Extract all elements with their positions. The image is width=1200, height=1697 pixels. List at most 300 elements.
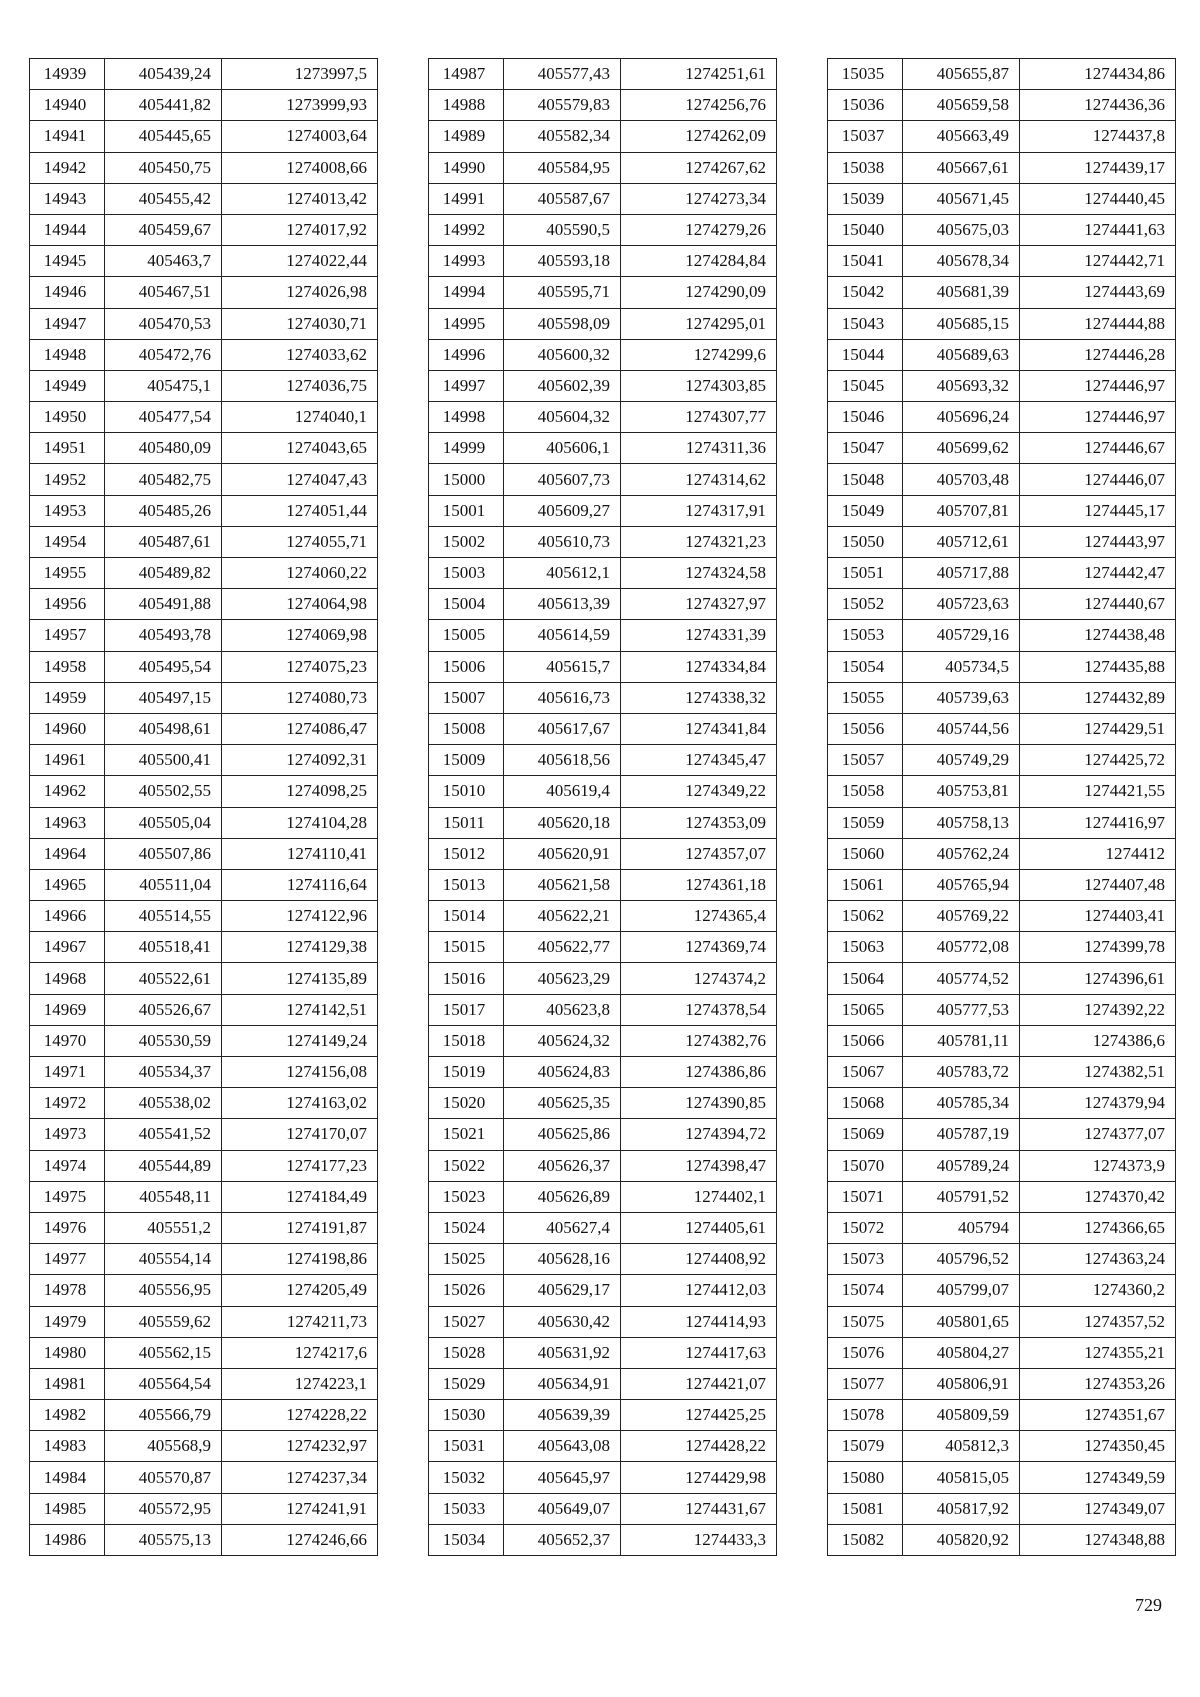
point-id-cell: 15063 (828, 932, 903, 963)
x-coordinate-cell: 405577,43 (504, 59, 621, 90)
x-coordinate-cell: 405645,97 (504, 1462, 621, 1493)
point-id-cell: 15046 (828, 402, 903, 433)
y-coordinate-cell: 1274223,1 (222, 1368, 378, 1399)
point-id-cell: 15077 (828, 1368, 903, 1399)
point-id-cell: 15079 (828, 1431, 903, 1462)
y-coordinate-cell: 1274267,62 (621, 152, 777, 183)
x-coordinate-cell: 405564,54 (105, 1368, 222, 1399)
point-id-cell: 14940 (30, 90, 105, 121)
x-coordinate-cell: 405568,9 (105, 1431, 222, 1462)
y-coordinate-cell: 1274279,26 (621, 214, 777, 245)
point-id-cell: 15075 (828, 1306, 903, 1337)
y-coordinate-cell: 1274446,67 (1020, 433, 1176, 464)
table-row (30, 59, 378, 90)
point-id-cell: 14986 (30, 1524, 105, 1555)
table-row (30, 1400, 378, 1431)
table-row (429, 90, 777, 121)
table-row (30, 1057, 378, 1088)
table-row (30, 682, 378, 713)
x-coordinate-cell: 405507,86 (105, 838, 222, 869)
y-coordinate-cell: 1274440,67 (1020, 589, 1176, 620)
y-coordinate-cell: 1274421,55 (1020, 776, 1176, 807)
point-id-cell: 14952 (30, 464, 105, 495)
point-id-cell: 15026 (429, 1275, 504, 1306)
y-coordinate-cell: 1274228,22 (222, 1400, 378, 1431)
point-id-cell: 15056 (828, 713, 903, 744)
x-coordinate-cell: 405744,56 (903, 713, 1020, 744)
point-id-cell: 14977 (30, 1244, 105, 1275)
y-coordinate-cell: 1274398,47 (621, 1150, 777, 1181)
y-coordinate-cell: 1274417,63 (621, 1337, 777, 1368)
table-row (429, 1119, 777, 1150)
y-coordinate-cell: 1274403,41 (1020, 901, 1176, 932)
x-coordinate-cell: 405572,95 (105, 1493, 222, 1524)
x-coordinate-cell: 405781,11 (903, 1025, 1020, 1056)
table-row (828, 1306, 1176, 1337)
table-row (828, 1275, 1176, 1306)
table-row (828, 370, 1176, 401)
point-id-cell: 15037 (828, 121, 903, 152)
y-coordinate-cell: 1274433,3 (621, 1524, 777, 1555)
table-row (828, 1462, 1176, 1493)
point-id-cell: 15051 (828, 558, 903, 589)
point-id-cell: 14988 (429, 90, 504, 121)
point-id-cell: 14971 (30, 1057, 105, 1088)
y-coordinate-cell: 1274446,97 (1020, 370, 1176, 401)
x-coordinate-cell: 405772,08 (903, 932, 1020, 963)
y-coordinate-cell: 1274446,07 (1020, 464, 1176, 495)
table-row (429, 1088, 777, 1119)
point-id-cell: 15024 (429, 1212, 504, 1243)
table-row (30, 994, 378, 1025)
table-row (828, 589, 1176, 620)
x-coordinate-cell: 405659,58 (903, 90, 1020, 121)
y-coordinate-cell: 1274365,4 (621, 901, 777, 932)
x-coordinate-cell: 405455,42 (105, 183, 222, 214)
table-row (828, 183, 1176, 214)
x-coordinate-cell: 405598,09 (504, 308, 621, 339)
y-coordinate-cell: 1274177,23 (222, 1150, 378, 1181)
table-row (429, 433, 777, 464)
point-id-cell: 15005 (429, 620, 504, 651)
y-coordinate-cell: 1274407,48 (1020, 869, 1176, 900)
table-row (828, 339, 1176, 370)
y-coordinate-cell: 1274237,34 (222, 1462, 378, 1493)
point-id-cell: 14946 (30, 277, 105, 308)
point-id-cell: 15001 (429, 495, 504, 526)
table-row (828, 901, 1176, 932)
y-coordinate-cell: 1274017,92 (222, 214, 378, 245)
x-coordinate-cell: 405616,73 (504, 682, 621, 713)
x-coordinate-cell: 405625,86 (504, 1119, 621, 1150)
y-coordinate-cell: 1274334,84 (621, 651, 777, 682)
table-row (30, 1244, 378, 1275)
y-coordinate-cell: 1273999,93 (222, 90, 378, 121)
table-row (30, 1368, 378, 1399)
table-row (828, 1057, 1176, 1088)
y-coordinate-cell: 1274446,28 (1020, 339, 1176, 370)
table-row (828, 152, 1176, 183)
table-row (828, 433, 1176, 464)
point-id-cell: 14983 (30, 1431, 105, 1462)
point-id-cell: 14957 (30, 620, 105, 651)
point-id-cell: 15019 (429, 1057, 504, 1088)
point-id-cell: 15003 (429, 558, 504, 589)
table-row (30, 1431, 378, 1462)
point-id-cell: 15076 (828, 1337, 903, 1368)
point-id-cell: 15040 (828, 214, 903, 245)
table-row (30, 776, 378, 807)
y-coordinate-cell: 1274003,64 (222, 121, 378, 152)
y-coordinate-cell: 1274360,2 (1020, 1275, 1176, 1306)
point-id-cell: 14963 (30, 807, 105, 838)
x-coordinate-cell: 405649,07 (504, 1493, 621, 1524)
point-id-cell: 15034 (429, 1524, 504, 1555)
point-id-cell: 14999 (429, 433, 504, 464)
point-id-cell: 14949 (30, 370, 105, 401)
y-coordinate-cell: 1274262,09 (621, 121, 777, 152)
y-coordinate-cell: 1274432,89 (1020, 682, 1176, 713)
x-coordinate-cell: 405655,87 (903, 59, 1020, 90)
table-row (30, 651, 378, 682)
table-row (30, 869, 378, 900)
point-id-cell: 15038 (828, 152, 903, 183)
table-row (429, 183, 777, 214)
x-coordinate-cell: 405723,63 (903, 589, 1020, 620)
y-coordinate-cell: 1274386,86 (621, 1057, 777, 1088)
y-coordinate-cell: 1274363,24 (1020, 1244, 1176, 1275)
y-coordinate-cell: 1274163,02 (222, 1088, 378, 1119)
x-coordinate-cell: 405619,4 (504, 776, 621, 807)
table-row (30, 901, 378, 932)
point-id-cell: 14990 (429, 152, 504, 183)
y-coordinate-cell: 1274382,51 (1020, 1057, 1176, 1088)
point-id-cell: 14972 (30, 1088, 105, 1119)
x-coordinate-cell: 405556,95 (105, 1275, 222, 1306)
point-id-cell: 15078 (828, 1400, 903, 1431)
y-coordinate-cell: 1274033,62 (222, 339, 378, 370)
table-row (30, 152, 378, 183)
table-row (429, 1181, 777, 1212)
x-coordinate-cell: 405631,92 (504, 1337, 621, 1368)
table-row (30, 713, 378, 744)
point-id-cell: 15031 (429, 1431, 504, 1462)
x-coordinate-cell: 405518,41 (105, 932, 222, 963)
x-coordinate-cell: 405607,73 (504, 464, 621, 495)
point-id-cell: 14945 (30, 246, 105, 277)
x-coordinate-cell: 405639,39 (504, 1400, 621, 1431)
y-coordinate-cell: 1274421,07 (621, 1368, 777, 1399)
point-id-cell: 14958 (30, 651, 105, 682)
point-id-cell: 15069 (828, 1119, 903, 1150)
table-row (828, 558, 1176, 589)
point-id-cell: 14992 (429, 214, 504, 245)
x-coordinate-cell: 405491,88 (105, 589, 222, 620)
table-row (429, 932, 777, 963)
y-coordinate-cell: 1274357,07 (621, 838, 777, 869)
table-row (828, 994, 1176, 1025)
x-coordinate-cell: 405541,52 (105, 1119, 222, 1150)
x-coordinate-cell: 405467,51 (105, 277, 222, 308)
point-id-cell: 15039 (828, 183, 903, 214)
x-coordinate-cell: 405470,53 (105, 308, 222, 339)
y-coordinate-cell: 1274350,45 (1020, 1431, 1176, 1462)
y-coordinate-cell: 1274439,17 (1020, 152, 1176, 183)
x-coordinate-cell: 405630,42 (504, 1306, 621, 1337)
y-coordinate-cell: 1274036,75 (222, 370, 378, 401)
point-id-cell: 15061 (828, 869, 903, 900)
y-coordinate-cell: 1274324,58 (621, 558, 777, 589)
point-id-cell: 15081 (828, 1493, 903, 1524)
table-row (30, 402, 378, 433)
point-id-cell: 14993 (429, 246, 504, 277)
y-coordinate-cell: 1274379,94 (1020, 1088, 1176, 1119)
table-row (828, 90, 1176, 121)
table-row (828, 807, 1176, 838)
x-coordinate-cell: 405609,27 (504, 495, 621, 526)
table-row (429, 246, 777, 277)
point-id-cell: 15054 (828, 651, 903, 682)
table-row (429, 1306, 777, 1337)
x-coordinate-cell: 405480,09 (105, 433, 222, 464)
x-coordinate-cell: 405522,61 (105, 963, 222, 994)
point-id-cell: 15070 (828, 1150, 903, 1181)
table-row (429, 1337, 777, 1368)
x-coordinate-cell: 405809,59 (903, 1400, 1020, 1431)
y-coordinate-cell: 1274440,45 (1020, 183, 1176, 214)
y-coordinate-cell: 1274184,49 (222, 1181, 378, 1212)
point-id-cell: 14994 (429, 277, 504, 308)
x-coordinate-cell: 405765,94 (903, 869, 1020, 900)
point-id-cell: 15082 (828, 1524, 903, 1555)
y-coordinate-cell: 1274402,1 (621, 1181, 777, 1212)
x-coordinate-cell: 405554,14 (105, 1244, 222, 1275)
x-coordinate-cell: 405620,91 (504, 838, 621, 869)
table-row (828, 1150, 1176, 1181)
y-coordinate-cell: 1274080,73 (222, 682, 378, 713)
y-coordinate-cell: 1274369,74 (621, 932, 777, 963)
table-row (429, 339, 777, 370)
table-row (30, 339, 378, 370)
y-coordinate-cell: 1274392,22 (1020, 994, 1176, 1025)
point-id-cell: 14984 (30, 1462, 105, 1493)
x-coordinate-cell: 405445,65 (105, 121, 222, 152)
table-row (30, 214, 378, 245)
point-id-cell: 15074 (828, 1275, 903, 1306)
x-coordinate-cell: 405511,04 (105, 869, 222, 900)
x-coordinate-cell: 405600,32 (504, 339, 621, 370)
table-row (828, 1524, 1176, 1555)
point-id-cell: 14966 (30, 901, 105, 932)
y-coordinate-cell: 1274399,78 (1020, 932, 1176, 963)
table-row (828, 932, 1176, 963)
x-coordinate-cell: 405463,7 (105, 246, 222, 277)
y-coordinate-cell: 1274327,97 (621, 589, 777, 620)
y-coordinate-cell: 1274390,85 (621, 1088, 777, 1119)
table-row (828, 495, 1176, 526)
y-coordinate-cell: 1274075,23 (222, 651, 378, 682)
point-id-cell: 14981 (30, 1368, 105, 1399)
y-coordinate-cell: 1274428,22 (621, 1431, 777, 1462)
table-row (429, 121, 777, 152)
table-row (429, 1025, 777, 1056)
y-coordinate-cell: 1274349,59 (1020, 1462, 1176, 1493)
y-coordinate-cell: 1274374,2 (621, 963, 777, 994)
y-coordinate-cell: 1274429,51 (1020, 713, 1176, 744)
x-coordinate-cell: 405439,24 (105, 59, 222, 90)
y-coordinate-cell: 1274435,88 (1020, 651, 1176, 682)
coordinate-table-1 (29, 58, 378, 1556)
table-row (828, 59, 1176, 90)
table-row (429, 620, 777, 651)
y-coordinate-cell: 1274008,66 (222, 152, 378, 183)
x-coordinate-cell: 405450,75 (105, 152, 222, 183)
table-row (30, 464, 378, 495)
point-id-cell: 15006 (429, 651, 504, 682)
x-coordinate-cell: 405785,34 (903, 1088, 1020, 1119)
y-coordinate-cell: 1274110,41 (222, 838, 378, 869)
point-id-cell: 14960 (30, 713, 105, 744)
table-row (30, 308, 378, 339)
point-id-cell: 14998 (429, 402, 504, 433)
y-coordinate-cell: 1274273,34 (621, 183, 777, 214)
x-coordinate-cell: 405801,65 (903, 1306, 1020, 1337)
table-row (30, 1337, 378, 1368)
y-coordinate-cell: 1274241,91 (222, 1493, 378, 1524)
x-coordinate-cell: 405587,67 (504, 183, 621, 214)
table-row (30, 370, 378, 401)
point-id-cell: 14939 (30, 59, 105, 90)
x-coordinate-cell: 405624,32 (504, 1025, 621, 1056)
x-coordinate-cell: 405712,61 (903, 526, 1020, 557)
table-row (828, 1337, 1176, 1368)
table-row (828, 308, 1176, 339)
table-row (429, 1244, 777, 1275)
point-id-cell: 14944 (30, 214, 105, 245)
table-row (429, 869, 777, 900)
table-row (429, 589, 777, 620)
x-coordinate-cell: 405681,39 (903, 277, 1020, 308)
table-row (828, 1088, 1176, 1119)
x-coordinate-cell: 405489,82 (105, 558, 222, 589)
table-row (429, 558, 777, 589)
y-coordinate-cell: 1274246,66 (222, 1524, 378, 1555)
point-id-cell: 14969 (30, 994, 105, 1025)
point-id-cell: 15021 (429, 1119, 504, 1150)
y-coordinate-cell: 1274142,51 (222, 994, 378, 1025)
table-row (828, 464, 1176, 495)
y-coordinate-cell: 1274295,01 (621, 308, 777, 339)
point-id-cell: 15071 (828, 1181, 903, 1212)
table-row (828, 402, 1176, 433)
x-coordinate-cell: 405671,45 (903, 183, 1020, 214)
point-id-cell: 15043 (828, 308, 903, 339)
point-id-cell: 15010 (429, 776, 504, 807)
point-id-cell: 14996 (429, 339, 504, 370)
point-id-cell: 15064 (828, 963, 903, 994)
table-row (429, 1524, 777, 1555)
point-id-cell: 14980 (30, 1337, 105, 1368)
point-id-cell: 14955 (30, 558, 105, 589)
x-coordinate-cell: 405544,89 (105, 1150, 222, 1181)
point-id-cell: 15009 (429, 745, 504, 776)
y-coordinate-cell: 1274317,91 (621, 495, 777, 526)
point-id-cell: 14943 (30, 183, 105, 214)
y-coordinate-cell: 1274353,09 (621, 807, 777, 838)
y-coordinate-cell: 1274412,03 (621, 1275, 777, 1306)
y-coordinate-cell: 1274351,67 (1020, 1400, 1176, 1431)
y-coordinate-cell: 1274092,31 (222, 745, 378, 776)
point-id-cell: 14997 (429, 370, 504, 401)
y-coordinate-cell: 1274386,6 (1020, 1025, 1176, 1056)
y-coordinate-cell: 1274443,69 (1020, 277, 1176, 308)
point-id-cell: 14948 (30, 339, 105, 370)
y-coordinate-cell: 1274425,72 (1020, 745, 1176, 776)
table-row (30, 745, 378, 776)
x-coordinate-cell: 405530,59 (105, 1025, 222, 1056)
point-id-cell: 14954 (30, 526, 105, 557)
point-id-cell: 14965 (30, 869, 105, 900)
page-number: 729 (1135, 1595, 1162, 1615)
coordinate-table-3 (827, 58, 1176, 1556)
table-row (30, 246, 378, 277)
x-coordinate-cell: 405623,8 (504, 994, 621, 1025)
point-id-cell: 15016 (429, 963, 504, 994)
point-id-cell: 15045 (828, 370, 903, 401)
x-coordinate-cell: 405663,49 (903, 121, 1020, 152)
point-id-cell: 14941 (30, 121, 105, 152)
point-id-cell: 14970 (30, 1025, 105, 1056)
x-coordinate-cell: 405566,79 (105, 1400, 222, 1431)
y-coordinate-cell: 1274436,36 (1020, 90, 1176, 121)
point-id-cell: 15002 (429, 526, 504, 557)
x-coordinate-cell: 405626,37 (504, 1150, 621, 1181)
x-coordinate-cell: 405628,16 (504, 1244, 621, 1275)
point-id-cell: 15029 (429, 1368, 504, 1399)
x-coordinate-cell: 405618,56 (504, 745, 621, 776)
table-row (828, 682, 1176, 713)
x-coordinate-cell: 405514,55 (105, 901, 222, 932)
x-coordinate-cell: 405482,75 (105, 464, 222, 495)
table-row (828, 745, 1176, 776)
x-coordinate-cell: 405791,52 (903, 1181, 1020, 1212)
point-id-cell: 15033 (429, 1493, 504, 1524)
y-coordinate-cell: 1274116,64 (222, 869, 378, 900)
x-coordinate-cell: 405622,21 (504, 901, 621, 932)
y-coordinate-cell: 1273997,5 (222, 59, 378, 90)
table-row (30, 90, 378, 121)
y-coordinate-cell: 1274349,22 (621, 776, 777, 807)
x-coordinate-cell: 405815,05 (903, 1462, 1020, 1493)
y-coordinate-cell: 1274396,61 (1020, 963, 1176, 994)
table-row (828, 246, 1176, 277)
x-coordinate-cell: 405593,18 (504, 246, 621, 277)
x-coordinate-cell: 405707,81 (903, 495, 1020, 526)
point-id-cell: 15032 (429, 1462, 504, 1493)
x-coordinate-cell: 405699,62 (903, 433, 1020, 464)
y-coordinate-cell: 1274314,62 (621, 464, 777, 495)
table-row (429, 1493, 777, 1524)
point-id-cell: 15052 (828, 589, 903, 620)
x-coordinate-cell: 405621,58 (504, 869, 621, 900)
table-row (30, 433, 378, 464)
x-coordinate-cell: 405579,83 (504, 90, 621, 121)
y-coordinate-cell: 1274445,17 (1020, 495, 1176, 526)
x-coordinate-cell: 405582,34 (504, 121, 621, 152)
table-row (429, 713, 777, 744)
y-coordinate-cell: 1274156,08 (222, 1057, 378, 1088)
x-coordinate-cell: 405497,15 (105, 682, 222, 713)
